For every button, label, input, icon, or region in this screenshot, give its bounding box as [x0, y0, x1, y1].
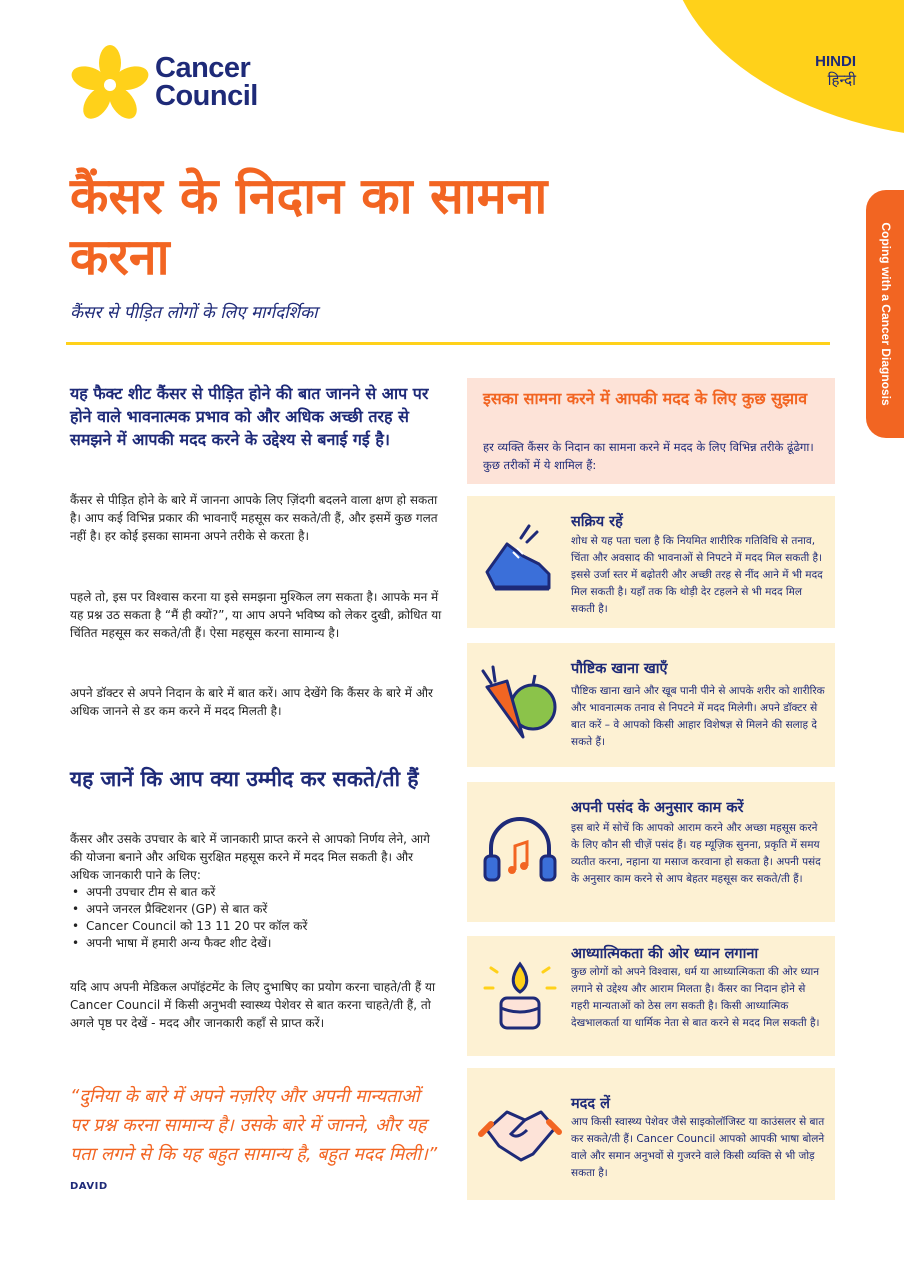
intro-text: यह फैक्ट शीट कैंसर से पीड़ित होने की बात जानने से आप पर होने वाले भावनात्मक प्रभाव को और अधिक अच्छी तरह से समझने में आपकी मदद करने के उद्देश्य से बनाई गई है। — [70, 384, 429, 449]
side-tab — [866, 190, 904, 438]
tip-title: सक्रिय रहें — [571, 514, 623, 530]
tip-title: मदद लें — [571, 1096, 610, 1112]
quote-author: DAVID — [70, 1181, 108, 1192]
side-tab-label: Coping with a Cancer Diagnosis — [879, 222, 893, 406]
tip-text: इस बारे में सोचें कि आपको आराम करने और अच्छा महसूस करने के लिए कौन सी चीज़ें पसंद हैं। यह म्यूज़िक सुनना, प्रकृति में समय व्यतीत करना, नहाना या मसाज करवाना हो सकता है। अपनी पसंद के अनुसार काम करने से आप बेहतर महसूस कर सकते/ती हैं। — [571, 822, 821, 885]
tip-title: आध्यात्मिकता की ओर ध्यान लगाना — [571, 946, 759, 962]
info-bullet-list — [70, 884, 442, 952]
paragraph-4: कैंसर और उसके उपचार के बारे में जानकारी प्राप्त करने से आपको निर्णय लेने, आगे की योजना बनाने और अधिक सुरक्षित महसूस करने में मदद मिल सकती है। और अधिक जानकारी पाने के लिए: — [70, 832, 430, 882]
tip-text: कुछ लोगों को अपने विश्वास, धर्म या आध्यात्मिकता की ओर ध्यान लगाने से उद्देश्य और आराम मिलता है। कैंसर का निदान होने से गहरी मान्यताओं को ठेस लग सकती है। किसी आध्यात्मिक देखभालकर्ता या धार्मिक नेता से बात करने से मदद मिल सकती है। — [571, 966, 820, 1029]
tips-description: हर व्यक्ति कैंसर के निदान का सामना करने में मदद के लिए विभिन्न तरीके ढूंढेगा। कुछ तरीकों में ये शामिल हैं: — [483, 440, 814, 472]
list-item: • अपनी भाषा में हमारी अन्य फैक्ट शीट देखें। — [70, 935, 442, 952]
paragraph-3: अपने डॉक्टर से अपने निदान के बारे में बात करें। आप देखेंगे कि कैंसर के बारे में और अधिक जानने से डर कम करने में मदद मिलती है। — [70, 686, 433, 718]
tips-header-box — [467, 378, 835, 484]
tip-card-active — [467, 496, 835, 628]
logo-wordmark — [155, 54, 258, 110]
tips-title: इसका सामना करने में आपकी मदद के लिए कुछ सुझाव — [483, 389, 808, 408]
tip-card-hobbies — [467, 782, 835, 922]
tip-title: अपनी पसंद के अनुसार काम करें — [571, 800, 744, 816]
list-item: • Cancer Council को 13 11 20 पर कॉल करें — [70, 918, 442, 935]
corner-decoration — [668, 0, 904, 140]
tip-card-spirituality — [467, 936, 835, 1056]
list-item: • अपनी उपचार टीम से बात करें — [70, 884, 442, 901]
headphones-icon — [477, 804, 563, 894]
logo-line-1: Cancer — [155, 52, 251, 84]
quote-text: “दुनिया के बारे में अपने नज़रिए और अपनी मान्यताओं पर प्रश्न करना सामान्य है। उसके बारे में जानने, और यह पता लगने से कि यह बहुत सामान्य है, बहुत मदद मिली।” — [70, 1086, 438, 1165]
tip-text: पौष्टिक खाना खाने और खूब पानी पीने से आपके शरीर को शारीरिक और भावनात्मक तनाव से निपटने में मदद मिलेगी। अपने डॉक्टर से बात करें – वे आपको किसी आहार विशेषज्ञ से मिलने की सलाह दे सकते हैं। — [571, 685, 825, 748]
language-label — [815, 52, 856, 90]
page-subtitle: कैंसर से पीड़ित लोगों के लिए मार्गदर्शिका — [70, 303, 318, 323]
title-divider — [66, 342, 830, 345]
carrot-apple-icon — [477, 657, 563, 747]
tip-title: पौष्टिक खाना खाएँ — [571, 661, 668, 677]
daffodil-logo-icon — [70, 45, 150, 125]
candle-icon — [477, 950, 563, 1040]
tip-card-eat — [467, 643, 835, 767]
tip-text: आप किसी स्वास्थ्य पेशेवर जैसे साइकोलॉजिस्ट या काउंसलर से बात कर सकते/ती हैं। Cancer Council आपको आपकी भाषा बोलने वाले और समान अनुभवों से गुजरने वाले किसी व्यक्ति से भी जोड़ सकता है। — [571, 1116, 825, 1179]
handshake-icon — [477, 1090, 563, 1180]
paragraph-5: यदि आप अपनी मेडिकल अपॉइंटमेंट के लिए दुभाषिए का प्रयोग करना चाहते/ती हैं या Cancer Council में किसी अनुभवी स्वास्थ्य पेशेवर से बात करना चाहते/ती हैं, तो अगले पृष्ठ पर देखें - मदद और जानकारी कहाँ से प्राप्त करें। — [70, 980, 436, 1030]
paragraph-1: कैंसर से पीड़ित होने के बारे में जानना आपके लिए ज़िंदगी बदलने वाला क्षण हो सकता है। आप कई विभिन्न प्रकार की भावनाएँ महसूस कर सकते/ती हैं, और इसमें कुछ गलत नहीं है। हर कोई इसका सामना अपने तरीके से करता है। — [70, 493, 438, 543]
language-en: HINDI — [815, 53, 856, 70]
language-hi: हिन्दी — [827, 72, 856, 89]
tip-card-help — [467, 1068, 835, 1200]
list-item: • अपने जनरल प्रैक्टिशनर (GP) से बात करें — [70, 901, 442, 918]
sneaker-icon — [477, 514, 563, 604]
section-heading: यह जानें कि आप क्या उम्मीद कर सकते/ती हैं — [70, 767, 419, 791]
testimonial-quote — [70, 1082, 442, 1201]
tip-text: शोध से यह पता चला है कि नियमित शारीरिक गतिविधि से तनाव, चिंता और अवसाद की भावनाओं से निपटने में मदद मिल सकती है। इससे उर्जा स्तर में बढ़ोतरी और अच्छी तरह से नींद आने में भी मदद मिल सकती है। यहाँ तक कि थोड़ी देर टहलने से भी मदद मिल सकती है। — [571, 535, 823, 615]
paragraph-2: पहले तो, इस पर विश्वास करना या इसे समझना मुश्किल लग सकता है। आपके मन में यह प्रश्न उठ सकता है “मैं ही क्यों?”, या आप अपने भविष्य को लेकर दुखी, क्रोधित या चिंतित महसूस कर सकते/ती हैं। ऐसा महसूस करना सामान्य है। — [70, 590, 442, 640]
page-title: कैंसर के निदान का सामना करना — [70, 167, 548, 286]
logo-line-2: Council — [155, 80, 258, 112]
